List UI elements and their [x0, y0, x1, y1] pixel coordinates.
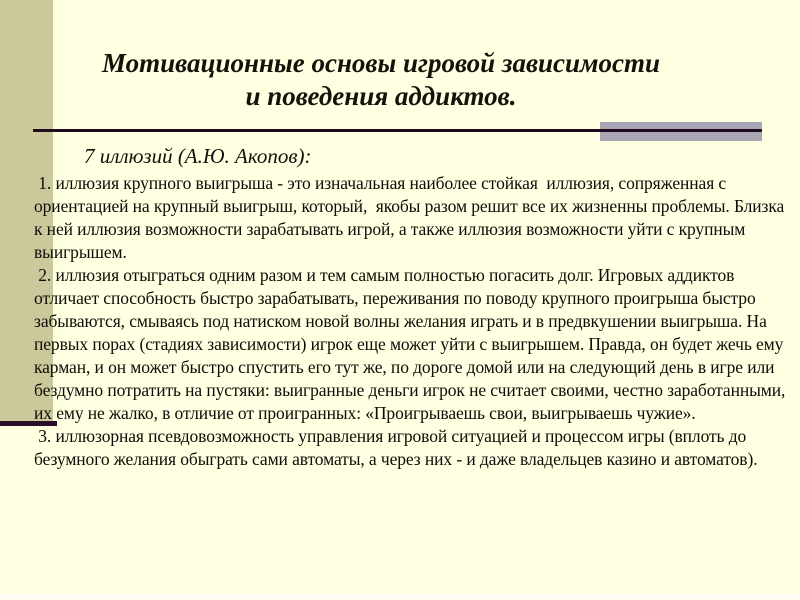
- slide-bottom-edge: [0, 594, 800, 600]
- slide-title-line-1: Мотивационные основы игровой зависимости: [101, 48, 661, 78]
- slide-body-text: [34, 172, 790, 471]
- slide-subtitle: 7 иллюзий (А.Ю. Акопов):: [84, 144, 312, 168]
- title-rule-line: [33, 129, 762, 132]
- paragraph-illusion-3: 3. иллюзорная псевдовозможность управления игровой ситуацией и процессом игры (вплоть до безумного желания обыграть сами автоматы, а через них - и даже владельцев казино и автоматов).: [34, 426, 758, 469]
- slide-title: [0, 47, 762, 113]
- slide-title-line-2: и поведения аддиктов.: [245, 81, 517, 111]
- paragraph-illusion-2: 2. иллюзия отыграться одним разом и тем самым полностью погасить долг. Игровых аддиктов отличает способность быстро зарабатывать, переживания по поводу крупного проигрыша быстро забываются, смываясь под натиском новой волны желания играть и в предвкушении выигрыша. На первых порах (стадиях зависимости) игрок еще может уйти с выигрышем. Правда, он будет жечь ему карман, и он может быстро спустить его тут же, по дороге домой или на следующий день в игре или бездумно потратить на пустяки: выигранные деньги игрок не считает своими, честно заработанными, их ему не жалко, в отличие от проигранных: «Проигрываешь свои, выигрываешь чужие».: [34, 265, 790, 423]
- paragraph-illusion-1: 1. иллюзия крупного выигрыша - это изначальная наиболее стойкая иллюзия, сопряженная с ориентацией на крупный выигрыш, который, якобы разом решит все их жизненны проблемы. Близка к ней иллюзия возможности зарабатывать игрой, а также иллюзия возможности уйти с крупным выигрышем.: [34, 173, 789, 262]
